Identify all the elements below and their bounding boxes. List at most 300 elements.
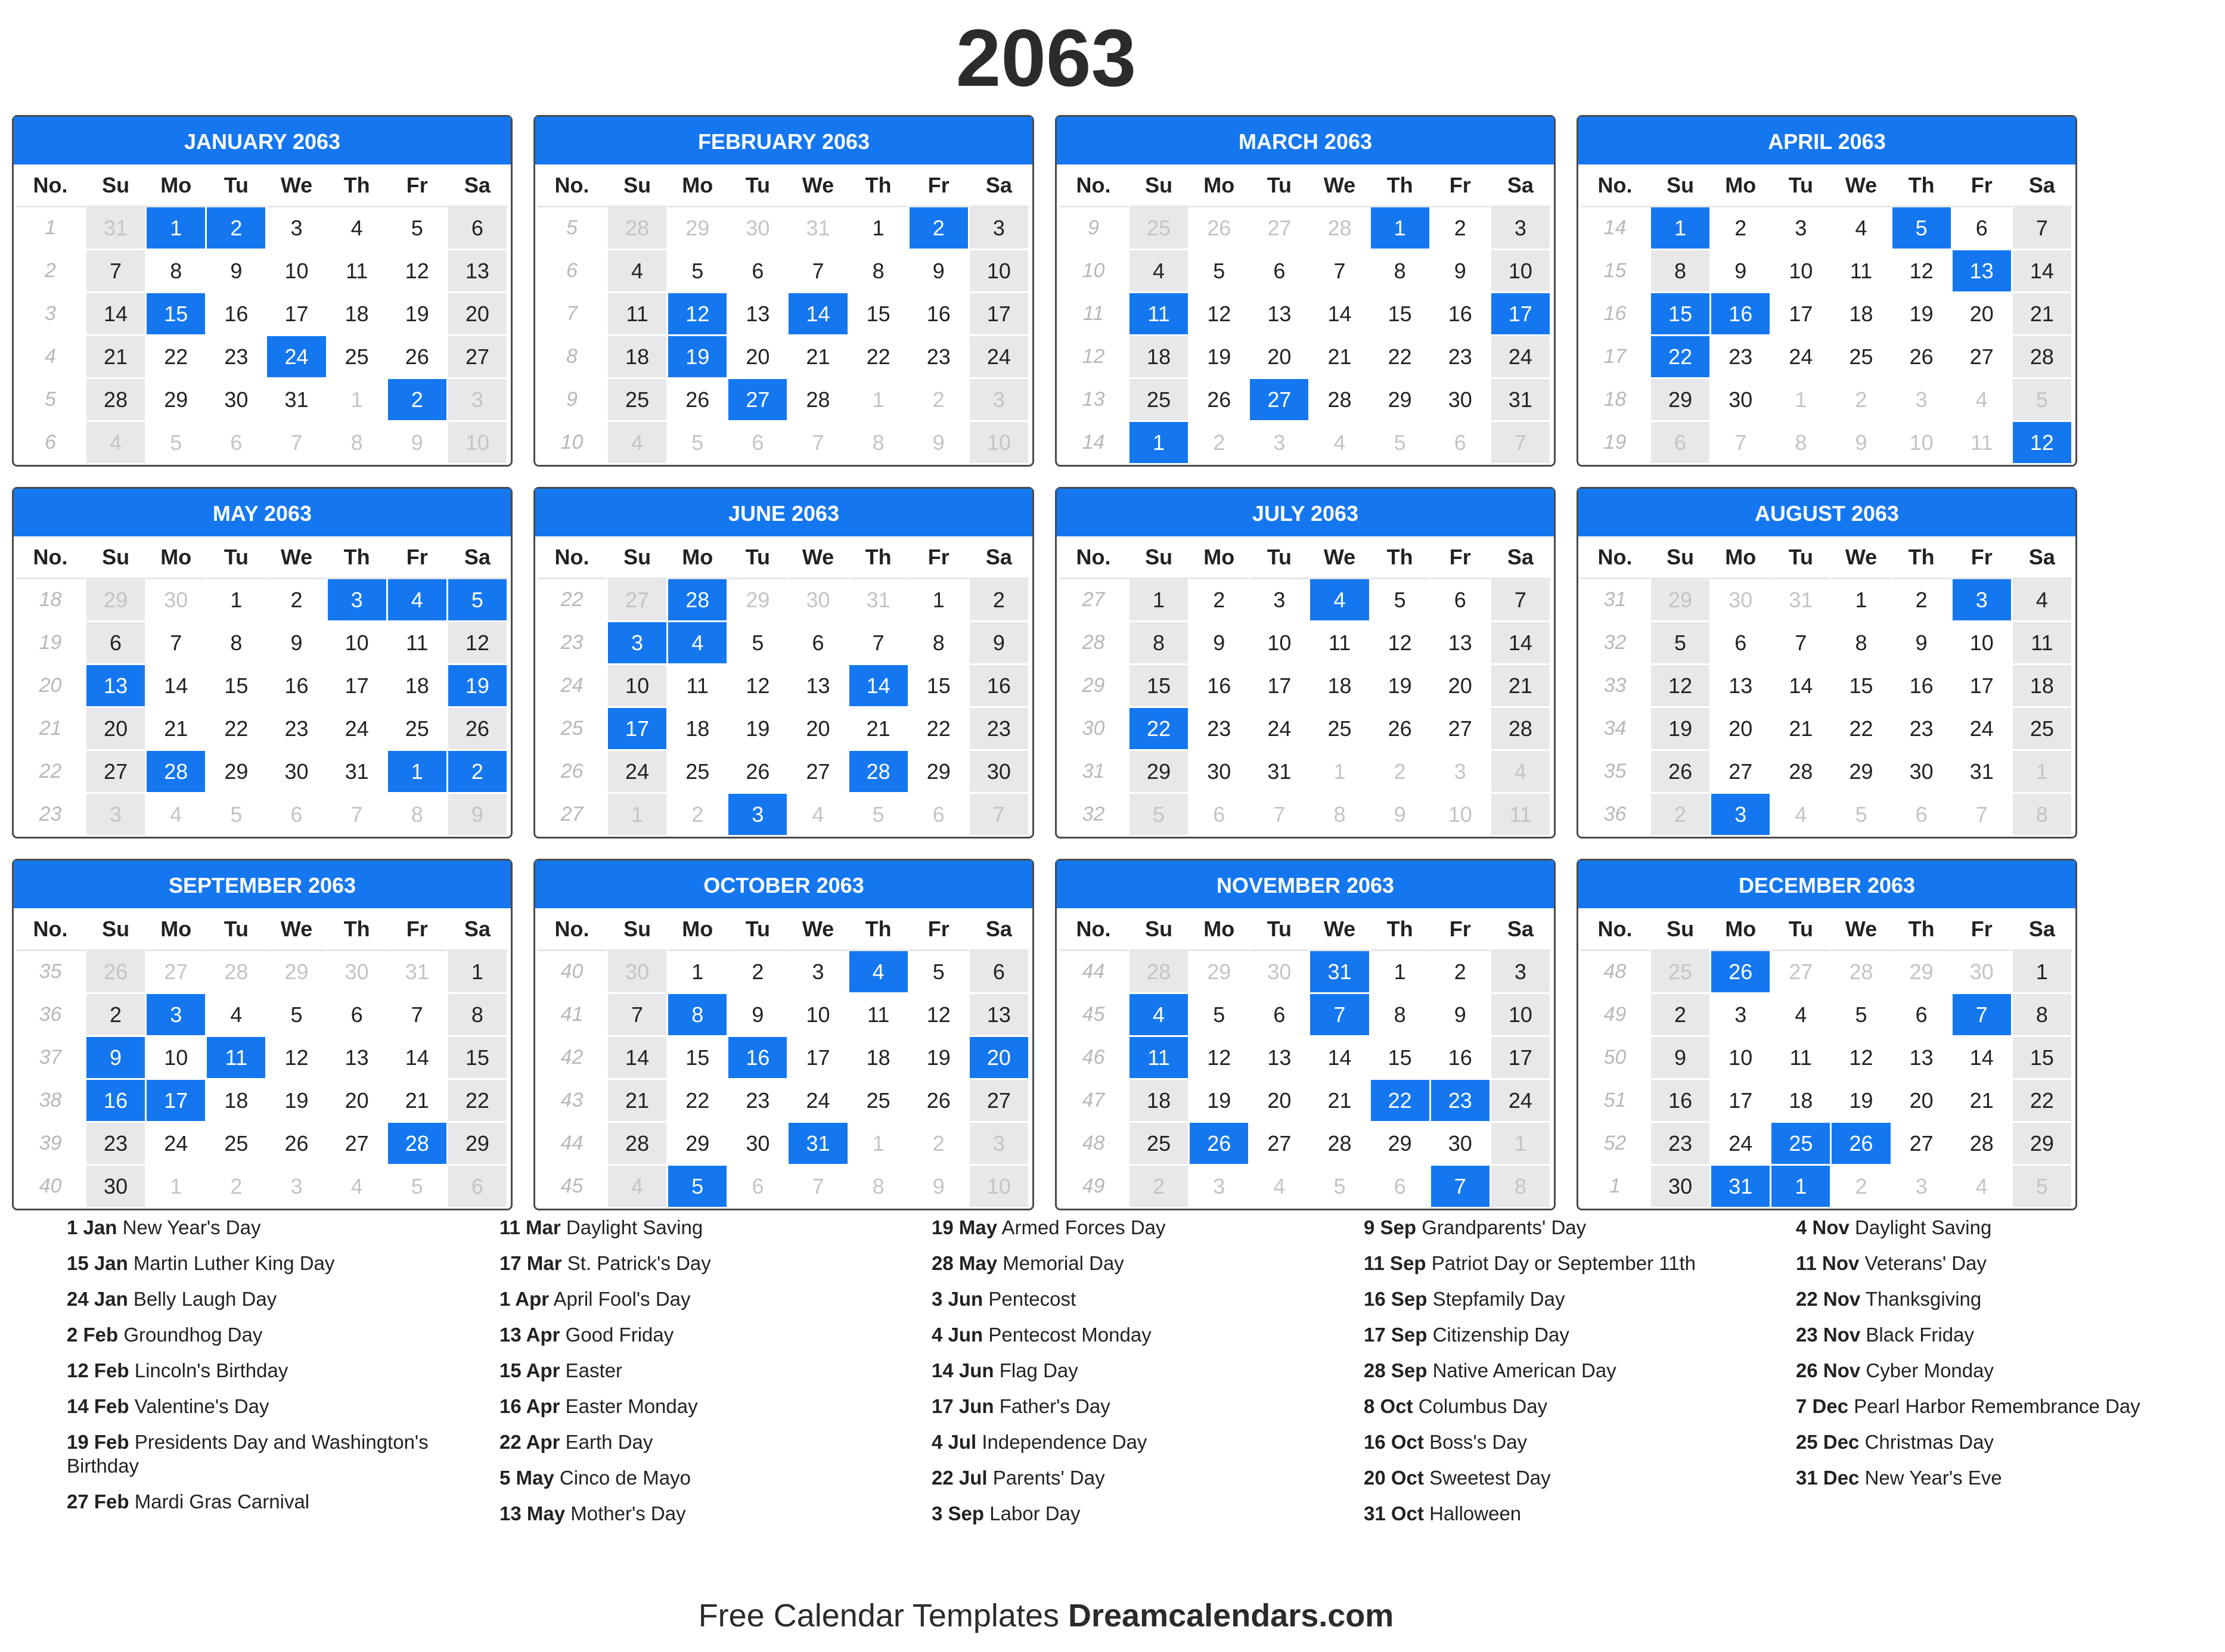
day-cell[interactable]: 6 (448, 207, 508, 250)
day-cell[interactable]: 5 (147, 422, 207, 465)
day-cell[interactable]: 21 (1953, 1080, 2013, 1123)
day-cell[interactable]: 2 (267, 579, 327, 622)
day-cell[interactable]: 12 (1190, 293, 1250, 336)
day-cell[interactable]: 17 (1491, 1037, 1551, 1080)
day-cell[interactable]: 22 (849, 336, 910, 379)
day-cell[interactable]: 2 (1651, 994, 1711, 1037)
day-cell[interactable]: 7 (789, 1166, 849, 1209)
day-cell[interactable]: 21 (2013, 293, 2073, 336)
day-cell[interactable]: 24 (1491, 1080, 1551, 1123)
day-cell[interactable]: 11 (2013, 622, 2073, 665)
day-cell[interactable]: 8 (1771, 422, 1832, 465)
day-cell[interactable]: 5 (1832, 794, 1892, 837)
holiday-day-cell[interactable]: 2 (910, 207, 970, 250)
day-cell[interactable]: 8 (328, 422, 388, 465)
day-cell[interactable]: 11 (608, 293, 668, 336)
day-cell[interactable]: 26 (1892, 336, 1953, 379)
day-cell[interactable]: 24 (608, 751, 668, 794)
holiday-day-cell[interactable]: 7 (1431, 1166, 1491, 1209)
day-cell[interactable]: 2 (728, 951, 789, 994)
day-cell[interactable]: 29 (86, 579, 147, 622)
holiday-day-cell[interactable]: 17 (147, 1080, 207, 1123)
day-cell[interactable]: 24 (1711, 1123, 1771, 1166)
day-cell[interactable]: 6 (328, 994, 388, 1037)
day-cell[interactable]: 19 (1190, 336, 1250, 379)
day-cell[interactable]: 31 (388, 951, 448, 994)
holiday-day-cell[interactable]: 28 (147, 751, 207, 794)
day-cell[interactable]: 25 (2013, 708, 2073, 751)
day-cell[interactable]: 11 (849, 994, 910, 1037)
day-cell[interactable]: 9 (910, 422, 970, 465)
day-cell[interactable]: 15 (1371, 293, 1431, 336)
day-cell[interactable]: 23 (1651, 1123, 1711, 1166)
day-cell[interactable]: 29 (910, 751, 970, 794)
day-cell[interactable]: 5 (267, 994, 327, 1037)
day-cell[interactable]: 27 (1953, 336, 2013, 379)
day-cell[interactable]: 21 (608, 1080, 668, 1123)
day-cell[interactable]: 12 (388, 250, 448, 293)
day-cell[interactable]: 5 (1190, 250, 1250, 293)
day-cell[interactable]: 30 (147, 579, 207, 622)
day-cell[interactable]: 10 (448, 422, 508, 465)
day-cell[interactable]: 28 (1310, 207, 1370, 250)
day-cell[interactable]: 20 (1711, 708, 1771, 751)
day-cell[interactable]: 5 (1310, 1166, 1370, 1209)
day-cell[interactable]: 9 (207, 250, 267, 293)
day-cell[interactable]: 14 (1771, 665, 1832, 708)
holiday-day-cell[interactable]: 15 (1651, 293, 1711, 336)
holiday-day-cell[interactable]: 16 (86, 1080, 147, 1123)
day-cell[interactable]: 5 (388, 207, 448, 250)
day-cell[interactable]: 6 (1250, 250, 1310, 293)
day-cell[interactable]: 7 (328, 794, 388, 837)
day-cell[interactable]: 27 (448, 336, 508, 379)
day-cell[interactable]: 31 (267, 379, 327, 422)
day-cell[interactable]: 26 (1190, 207, 1250, 250)
day-cell[interactable]: 6 (1953, 207, 2013, 250)
day-cell[interactable]: 1 (2013, 751, 2073, 794)
day-cell[interactable]: 16 (1892, 665, 1953, 708)
day-cell[interactable]: 1 (448, 951, 508, 994)
day-cell[interactable]: 1 (849, 207, 910, 250)
day-cell[interactable]: 8 (207, 622, 267, 665)
day-cell[interactable]: 5 (728, 622, 789, 665)
day-cell[interactable]: 30 (1651, 1166, 1711, 1209)
holiday-day-cell[interactable]: 3 (1953, 579, 2013, 622)
day-cell[interactable]: 30 (1190, 751, 1250, 794)
day-cell[interactable]: 8 (388, 794, 448, 837)
day-cell[interactable]: 25 (849, 1080, 910, 1123)
day-cell[interactable]: 17 (1953, 665, 2013, 708)
holiday-day-cell[interactable]: 15 (147, 293, 207, 336)
day-cell[interactable]: 10 (147, 1037, 207, 1080)
day-cell[interactable]: 4 (86, 422, 147, 465)
day-cell[interactable]: 13 (1250, 293, 1310, 336)
day-cell[interactable]: 11 (388, 622, 448, 665)
day-cell[interactable]: 9 (448, 794, 508, 837)
day-cell[interactable]: 3 (1491, 951, 1551, 994)
day-cell[interactable]: 25 (207, 1123, 267, 1166)
day-cell[interactable]: 13 (328, 1037, 388, 1080)
day-cell[interactable]: 5 (910, 951, 970, 994)
day-cell[interactable]: 9 (1431, 994, 1491, 1037)
day-cell[interactable]: 7 (1771, 622, 1832, 665)
day-cell[interactable]: 31 (849, 579, 910, 622)
day-cell[interactable]: 18 (1832, 293, 1892, 336)
day-cell[interactable]: 23 (970, 708, 1030, 751)
day-cell[interactable]: 15 (1129, 665, 1190, 708)
day-cell[interactable]: 28 (608, 207, 668, 250)
day-cell[interactable]: 20 (728, 336, 789, 379)
day-cell[interactable]: 22 (207, 708, 267, 751)
holiday-day-cell[interactable]: 4 (1129, 994, 1190, 1037)
day-cell[interactable]: 7 (1250, 794, 1310, 837)
day-cell[interactable]: 25 (1129, 207, 1190, 250)
day-cell[interactable]: 19 (1892, 293, 1953, 336)
day-cell[interactable]: 18 (1771, 1080, 1832, 1123)
day-cell[interactable]: 29 (668, 207, 728, 250)
day-cell[interactable]: 2 (910, 1123, 970, 1166)
footer-brand[interactable]: Dreamcalendars.com (1068, 1598, 1394, 1634)
holiday-day-cell[interactable]: 4 (849, 951, 910, 994)
day-cell[interactable]: 4 (608, 422, 668, 465)
day-cell[interactable]: 2 (1832, 1166, 1892, 1209)
day-cell[interactable]: 9 (1371, 794, 1431, 837)
day-cell[interactable]: 30 (328, 951, 388, 994)
day-cell[interactable]: 17 (328, 665, 388, 708)
day-cell[interactable]: 29 (1129, 751, 1190, 794)
day-cell[interactable]: 14 (1310, 1037, 1370, 1080)
day-cell[interactable]: 5 (207, 794, 267, 837)
day-cell[interactable]: 6 (1711, 622, 1771, 665)
day-cell[interactable]: 10 (1250, 622, 1310, 665)
day-cell[interactable]: 28 (1310, 1123, 1370, 1166)
day-cell[interactable]: 29 (1190, 951, 1250, 994)
day-cell[interactable]: 27 (1431, 708, 1491, 751)
day-cell[interactable]: 18 (1129, 1080, 1190, 1123)
day-cell[interactable]: 10 (1431, 794, 1491, 837)
holiday-day-cell[interactable]: 26 (1190, 1123, 1250, 1166)
day-cell[interactable]: 28 (86, 379, 147, 422)
day-cell[interactable]: 27 (970, 1080, 1030, 1123)
day-cell[interactable]: 16 (910, 293, 970, 336)
day-cell[interactable]: 5 (849, 794, 910, 837)
day-cell[interactable]: 10 (1771, 250, 1832, 293)
holiday-day-cell[interactable]: 26 (1832, 1123, 1892, 1166)
day-cell[interactable]: 27 (1771, 951, 1832, 994)
day-cell[interactable]: 19 (1832, 1080, 1892, 1123)
day-cell[interactable]: 22 (1832, 708, 1892, 751)
holiday-day-cell[interactable]: 5 (448, 579, 508, 622)
day-cell[interactable]: 21 (147, 708, 207, 751)
day-cell[interactable]: 29 (2013, 1123, 2073, 1166)
holiday-day-cell[interactable]: 31 (1310, 951, 1370, 994)
day-cell[interactable]: 15 (1832, 665, 1892, 708)
day-cell[interactable]: 7 (147, 622, 207, 665)
holiday-day-cell[interactable]: 12 (668, 293, 728, 336)
day-cell[interactable]: 4 (1250, 1166, 1310, 1209)
day-cell[interactable]: 8 (1371, 994, 1431, 1037)
day-cell[interactable]: 27 (608, 579, 668, 622)
day-cell[interactable]: 11 (1310, 622, 1370, 665)
day-cell[interactable]: 24 (789, 1080, 849, 1123)
day-cell[interactable]: 11 (328, 250, 388, 293)
day-cell[interactable]: 9 (1431, 250, 1491, 293)
day-cell[interactable]: 23 (1190, 708, 1250, 751)
day-cell[interactable]: 29 (1371, 379, 1431, 422)
day-cell[interactable]: 10 (970, 1166, 1030, 1209)
day-cell[interactable]: 31 (1250, 751, 1310, 794)
day-cell[interactable]: 27 (1892, 1123, 1953, 1166)
day-cell[interactable]: 9 (1190, 622, 1250, 665)
day-cell[interactable]: 12 (1190, 1037, 1250, 1080)
day-cell[interactable]: 8 (849, 250, 910, 293)
holiday-day-cell[interactable]: 11 (1129, 1037, 1190, 1080)
holiday-day-cell[interactable]: 22 (1651, 336, 1711, 379)
holiday-day-cell[interactable]: 7 (1953, 994, 2013, 1037)
holiday-day-cell[interactable]: 16 (1711, 293, 1771, 336)
day-cell[interactable]: 1 (2013, 951, 2073, 994)
day-cell[interactable]: 29 (267, 951, 327, 994)
day-cell[interactable]: 2 (1892, 579, 1953, 622)
day-cell[interactable]: 3 (970, 1123, 1030, 1166)
day-cell[interactable]: 7 (1953, 794, 2013, 837)
day-cell[interactable]: 17 (1711, 1080, 1771, 1123)
day-cell[interactable]: 5 (1832, 994, 1892, 1037)
holiday-day-cell[interactable]: 1 (1371, 207, 1431, 250)
day-cell[interactable]: 5 (1129, 794, 1190, 837)
day-cell[interactable]: 5 (1651, 622, 1711, 665)
holiday-day-cell[interactable]: 19 (448, 665, 508, 708)
day-cell[interactable]: 15 (448, 1037, 508, 1080)
day-cell[interactable]: 28 (1491, 708, 1551, 751)
day-cell[interactable]: 14 (1953, 1037, 2013, 1080)
day-cell[interactable]: 2 (1371, 751, 1431, 794)
day-cell[interactable]: 4 (1832, 207, 1892, 250)
day-cell[interactable]: 5 (668, 250, 728, 293)
day-cell[interactable]: 1 (849, 1123, 910, 1166)
day-cell[interactable]: 30 (1711, 579, 1771, 622)
day-cell[interactable]: 9 (1832, 422, 1892, 465)
day-cell[interactable]: 17 (1771, 293, 1832, 336)
day-cell[interactable]: 1 (1832, 579, 1892, 622)
day-cell[interactable]: 30 (86, 1166, 147, 1209)
day-cell[interactable]: 29 (1651, 379, 1711, 422)
day-cell[interactable]: 4 (1129, 250, 1190, 293)
day-cell[interactable]: 31 (1771, 579, 1832, 622)
day-cell[interactable]: 4 (147, 794, 207, 837)
day-cell[interactable]: 3 (1250, 579, 1310, 622)
day-cell[interactable]: 20 (1250, 1080, 1310, 1123)
day-cell[interactable]: 25 (328, 336, 388, 379)
day-cell[interactable]: 14 (2013, 250, 2073, 293)
holiday-day-cell[interactable]: 5 (668, 1166, 728, 1209)
day-cell[interactable]: 25 (668, 751, 728, 794)
day-cell[interactable]: 9 (1651, 1037, 1711, 1080)
day-cell[interactable]: 29 (1651, 579, 1711, 622)
day-cell[interactable]: 1 (1310, 751, 1370, 794)
day-cell[interactable]: 4 (1953, 1166, 2013, 1209)
day-cell[interactable]: 4 (608, 250, 668, 293)
day-cell[interactable]: 8 (1832, 622, 1892, 665)
day-cell[interactable]: 4 (328, 1166, 388, 1209)
day-cell[interactable]: 16 (1431, 293, 1491, 336)
holiday-day-cell[interactable]: 2 (388, 379, 448, 422)
day-cell[interactable]: 7 (789, 250, 849, 293)
holiday-day-cell[interactable]: 22 (1371, 1080, 1431, 1123)
day-cell[interactable]: 21 (388, 1080, 448, 1123)
day-cell[interactable]: 6 (86, 622, 147, 665)
day-cell[interactable]: 6 (207, 422, 267, 465)
day-cell[interactable]: 10 (608, 665, 668, 708)
day-cell[interactable]: 3 (267, 1166, 327, 1209)
day-cell[interactable]: 15 (207, 665, 267, 708)
holiday-day-cell[interactable]: 11 (1129, 293, 1190, 336)
day-cell[interactable]: 3 (448, 379, 508, 422)
day-cell[interactable]: 8 (1310, 794, 1370, 837)
day-cell[interactable]: 28 (608, 1123, 668, 1166)
day-cell[interactable]: 9 (970, 622, 1030, 665)
day-cell[interactable]: 7 (789, 422, 849, 465)
day-cell[interactable]: 24 (1250, 708, 1310, 751)
day-cell[interactable]: 2 (1431, 951, 1491, 994)
day-cell[interactable]: 17 (1250, 665, 1310, 708)
day-cell[interactable]: 3 (1771, 207, 1832, 250)
day-cell[interactable]: 8 (1129, 622, 1190, 665)
day-cell[interactable]: 25 (1129, 1123, 1190, 1166)
day-cell[interactable]: 21 (1310, 1080, 1370, 1123)
day-cell[interactable]: 19 (910, 1037, 970, 1080)
day-cell[interactable]: 14 (1310, 293, 1370, 336)
day-cell[interactable]: 15 (910, 665, 970, 708)
day-cell[interactable]: 10 (1711, 1037, 1771, 1080)
holiday-day-cell[interactable]: 1 (388, 751, 448, 794)
day-cell[interactable]: 2 (86, 994, 147, 1037)
day-cell[interactable]: 10 (789, 994, 849, 1037)
day-cell[interactable]: 12 (1892, 250, 1953, 293)
day-cell[interactable]: 8 (2013, 794, 2073, 837)
day-cell[interactable]: 8 (849, 422, 910, 465)
day-cell[interactable]: 7 (267, 422, 327, 465)
day-cell[interactable]: 30 (728, 1123, 789, 1166)
day-cell[interactable]: 2 (1190, 422, 1250, 465)
day-cell[interactable]: 30 (1711, 379, 1771, 422)
holiday-day-cell[interactable]: 17 (608, 708, 668, 751)
day-cell[interactable]: 30 (789, 579, 849, 622)
day-cell[interactable]: 28 (1771, 751, 1832, 794)
day-cell[interactable]: 27 (1250, 207, 1310, 250)
day-cell[interactable]: 11 (1953, 422, 2013, 465)
day-cell[interactable]: 12 (910, 994, 970, 1037)
day-cell[interactable]: 4 (1771, 794, 1832, 837)
day-cell[interactable]: 8 (147, 250, 207, 293)
day-cell[interactable]: 5 (668, 422, 728, 465)
day-cell[interactable]: 9 (910, 1166, 970, 1209)
day-cell[interactable]: 16 (1431, 1037, 1491, 1080)
day-cell[interactable]: 26 (388, 336, 448, 379)
day-cell[interactable]: 24 (147, 1123, 207, 1166)
holiday-day-cell[interactable]: 22 (1129, 708, 1190, 751)
day-cell[interactable]: 12 (448, 622, 508, 665)
day-cell[interactable]: 22 (1371, 336, 1431, 379)
day-cell[interactable]: 2 (1129, 1166, 1190, 1209)
holiday-day-cell[interactable]: 3 (608, 622, 668, 665)
day-cell[interactable]: 30 (970, 751, 1030, 794)
day-cell[interactable]: 17 (970, 293, 1030, 336)
day-cell[interactable]: 7 (1491, 422, 1551, 465)
day-cell[interactable]: 2 (1832, 379, 1892, 422)
holiday-day-cell[interactable]: 14 (789, 293, 849, 336)
day-cell[interactable]: 6 (1190, 794, 1250, 837)
day-cell[interactable]: 3 (86, 794, 147, 837)
day-cell[interactable]: 7 (86, 250, 147, 293)
day-cell[interactable]: 4 (608, 1166, 668, 1209)
day-cell[interactable]: 7 (2013, 207, 2073, 250)
day-cell[interactable]: 28 (1129, 951, 1190, 994)
day-cell[interactable]: 3 (789, 951, 849, 994)
day-cell[interactable]: 29 (448, 1123, 508, 1166)
day-cell[interactable]: 7 (1711, 422, 1771, 465)
day-cell[interactable]: 31 (1953, 751, 2013, 794)
day-cell[interactable]: 6 (728, 250, 789, 293)
day-cell[interactable]: 11 (1491, 794, 1551, 837)
day-cell[interactable]: 18 (2013, 665, 2073, 708)
day-cell[interactable]: 1 (147, 1166, 207, 1209)
day-cell[interactable]: 25 (1129, 379, 1190, 422)
day-cell[interactable]: 2 (970, 579, 1030, 622)
day-cell[interactable]: 21 (1310, 336, 1370, 379)
day-cell[interactable]: 22 (448, 1080, 508, 1123)
day-cell[interactable]: 7 (388, 994, 448, 1037)
holiday-day-cell[interactable]: 31 (789, 1123, 849, 1166)
day-cell[interactable]: 31 (789, 207, 849, 250)
day-cell[interactable]: 10 (1892, 422, 1953, 465)
day-cell[interactable]: 28 (1310, 379, 1370, 422)
day-cell[interactable]: 20 (328, 1080, 388, 1123)
day-cell[interactable]: 4 (1953, 379, 2013, 422)
day-cell[interactable]: 3 (1250, 422, 1310, 465)
day-cell[interactable]: 1 (608, 794, 668, 837)
day-cell[interactable]: 5 (1371, 579, 1431, 622)
holiday-day-cell[interactable]: 20 (970, 1037, 1030, 1080)
day-cell[interactable]: 6 (1431, 422, 1491, 465)
day-cell[interactable]: 2 (1431, 207, 1491, 250)
day-cell[interactable]: 10 (328, 622, 388, 665)
day-cell[interactable]: 30 (1250, 951, 1310, 994)
day-cell[interactable]: 7 (608, 994, 668, 1037)
day-cell[interactable]: 13 (789, 665, 849, 708)
day-cell[interactable]: 10 (1953, 622, 2013, 665)
day-cell[interactable]: 2 (1190, 579, 1250, 622)
day-cell[interactable]: 1 (849, 379, 910, 422)
day-cell[interactable]: 8 (849, 1166, 910, 1209)
holiday-day-cell[interactable]: 7 (1310, 994, 1370, 1037)
day-cell[interactable]: 28 (207, 951, 267, 994)
day-cell[interactable]: 13 (970, 994, 1030, 1037)
day-cell[interactable]: 8 (1491, 1166, 1551, 1209)
holiday-day-cell[interactable]: 8 (668, 994, 728, 1037)
day-cell[interactable]: 18 (668, 708, 728, 751)
day-cell[interactable]: 25 (1651, 951, 1711, 994)
day-cell[interactable]: 4 (207, 994, 267, 1037)
day-cell[interactable]: 25 (388, 708, 448, 751)
day-cell[interactable]: 10 (267, 250, 327, 293)
day-cell[interactable]: 20 (86, 708, 147, 751)
day-cell[interactable]: 16 (1651, 1080, 1711, 1123)
day-cell[interactable]: 3 (970, 207, 1030, 250)
day-cell[interactable]: 23 (1431, 336, 1491, 379)
holiday-day-cell[interactable]: 4 (1310, 579, 1370, 622)
